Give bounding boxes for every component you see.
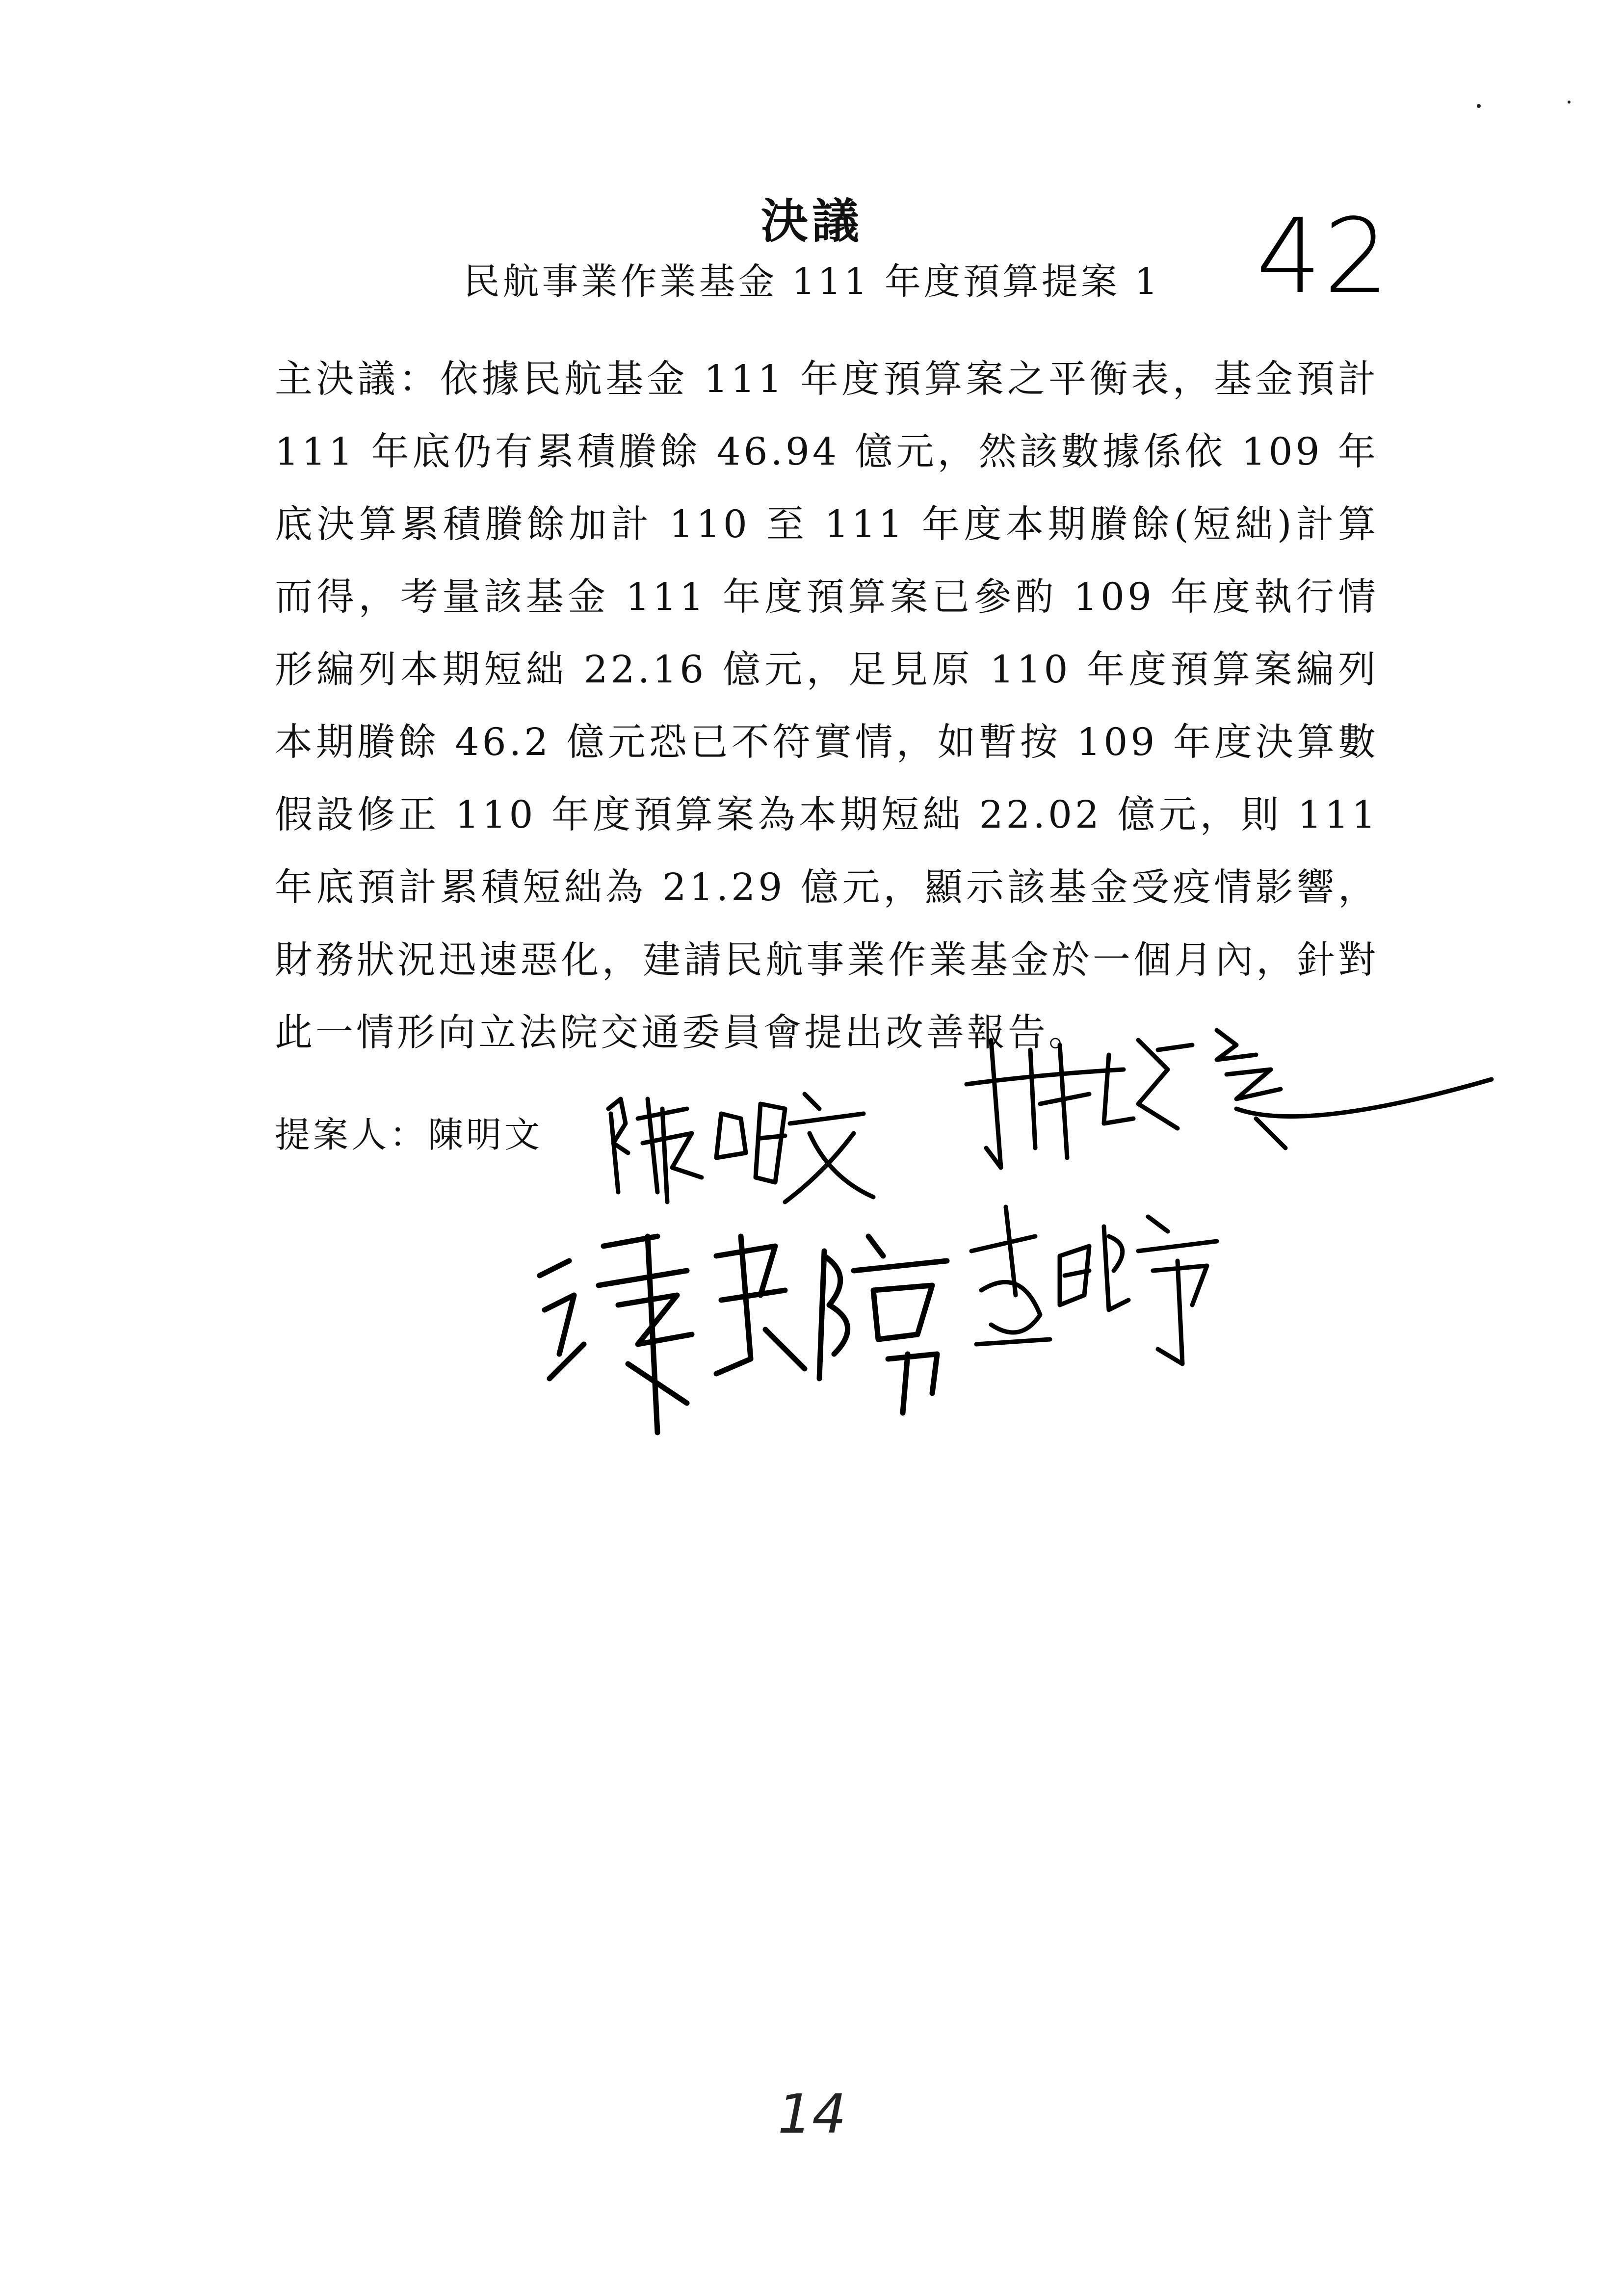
handwritten-number: 42: [1256, 196, 1391, 316]
signature-xu-zhi-jie: [530, 1217, 971, 1452]
scan-speck: [1477, 104, 1481, 108]
signature-li-kun-ze: [962, 1197, 1236, 1383]
scan-speck: [1568, 101, 1571, 104]
proposer-label: 提案人：陳明文: [275, 1114, 543, 1155]
signature-lin-jun-xian: [962, 1020, 1501, 1187]
document-subtitle: 民航事業作業基金 111 年度預算提案 1: [463, 261, 1161, 303]
signature-chen-ming-wen: [599, 1079, 903, 1226]
page-number: 14: [778, 2083, 846, 2145]
resolution-body: 主決議：依據民航基金 111 年度預算案之平衡表，基金預計 111 年底仍有累積賸餘 46.94 億元，然該數據係依 109 年底決算累積賸餘加計 110 至 111 年度本期賸餘(短絀)計算而得，考量該基金 111 年度預算案已參酌 109 年度執行情形編列本期短絀 22.16 億元，足見原 110 年度預算案編列本期賸餘 46.2 億元恐已不符實情，如暫按 109 年度決算數假設修正 110 年度預算案為本期短絀 22.02 億元，則 111 年底預計累積短絀為 21.29 億元，顯示該基金受疫情影響，財務狀況迅速惡化，建請民航事業作業基金於一個月內，針對此一情形向立法院交通委員會提出改善報告。: [275, 358, 1379, 1055]
document-title: 決議: [761, 193, 863, 249]
